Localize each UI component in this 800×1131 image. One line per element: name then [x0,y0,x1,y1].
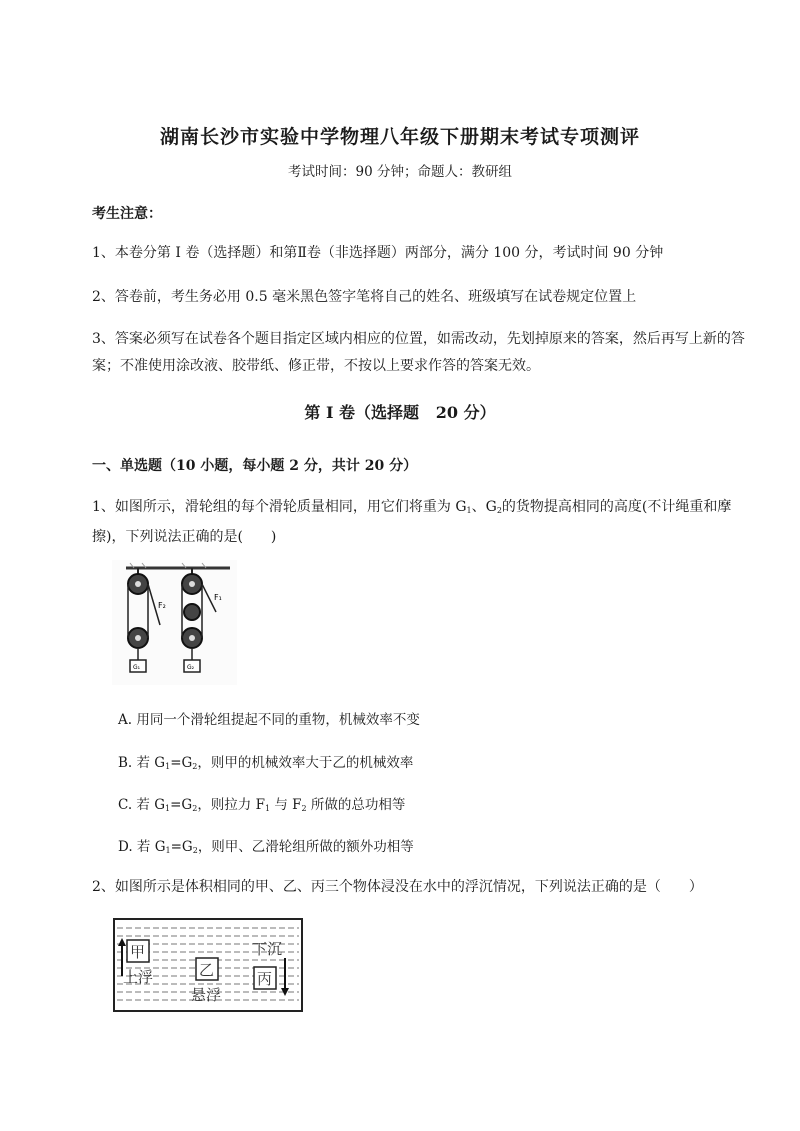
sink-label: 下沉 [252,940,283,958]
buoyancy-figure [113,918,303,1012]
notice-item: 3、答案必须写在试卷各个题目指定区域内相应的位置，如需改动，先划掉原来的答案，然后再写上新的答案；不准使用涂改液、胶带纸、修正带，不按以上要求作答的答案无效。 [92,331,745,374]
weight-label: G₁ [133,664,141,671]
suspend-label: 悬浮 [191,986,222,1004]
object-jia-label: 甲 [130,943,146,961]
pulley-system-figure [112,560,237,685]
force-label: F₁ [214,593,222,602]
weight-label: G₂ [187,664,195,671]
question-group-heading: 一、单选题（10 小题，每小题 2 分，共计 20 分） [92,458,418,474]
option-d: D. 若 $G_1=G_2$，则甲、乙滑轮组所做的额外功相等 [118,839,414,855]
float-up-label: 上浮 [123,968,154,986]
exam-info: 考试时间：90 分钟；命题人：教研组 [288,164,512,180]
notice-heading: 考生注意： [92,206,162,222]
object-bing-label: 丙 [257,970,273,988]
page-title: 湖南长沙市实验中学物理八年级下册期末考试专项测评 [159,126,640,148]
option-c: C. 若 $G_1=G_2$，则拉力 $F_1$ 与 $F_2$ 所做的总功相等 [118,797,406,813]
force-label: F₂ [158,601,166,610]
question-2-stem: 2、如图所示是体积相同的甲、乙、丙三个物体浸没在水中的浮沉情况，下列说法正确的是（ ） [92,879,703,895]
section-title: 第 I 卷（选择题 20 分） [304,403,496,422]
question-1-stem: 1、如图所示，滑轮组的每个滑轮质量相同，用它们将重为 $G_1$、$G_2$的货物提高相同的高度(不计绳重和摩擦)，下列说法正确的是( ) [92,499,732,545]
option-b: B. 若 $G_1=G_2$，则甲的机械效率大于乙的机械效率 [118,755,414,771]
notice-item: 2、答卷前，考生务必用 0.5 毫米黑色签字笔将自己的姓名、班级填写在试卷规定位置上 [92,289,637,305]
option-a: A. 用同一个滑轮组提起不同的重物，机械效率不变 [118,712,420,728]
object-yi-label: 乙 [199,961,215,979]
notice-item: 1、本卷分第 I 卷（选择题）和第Ⅱ卷（非选择题）两部分，满分 100 分，考试时间 90 分钟 [92,245,664,261]
